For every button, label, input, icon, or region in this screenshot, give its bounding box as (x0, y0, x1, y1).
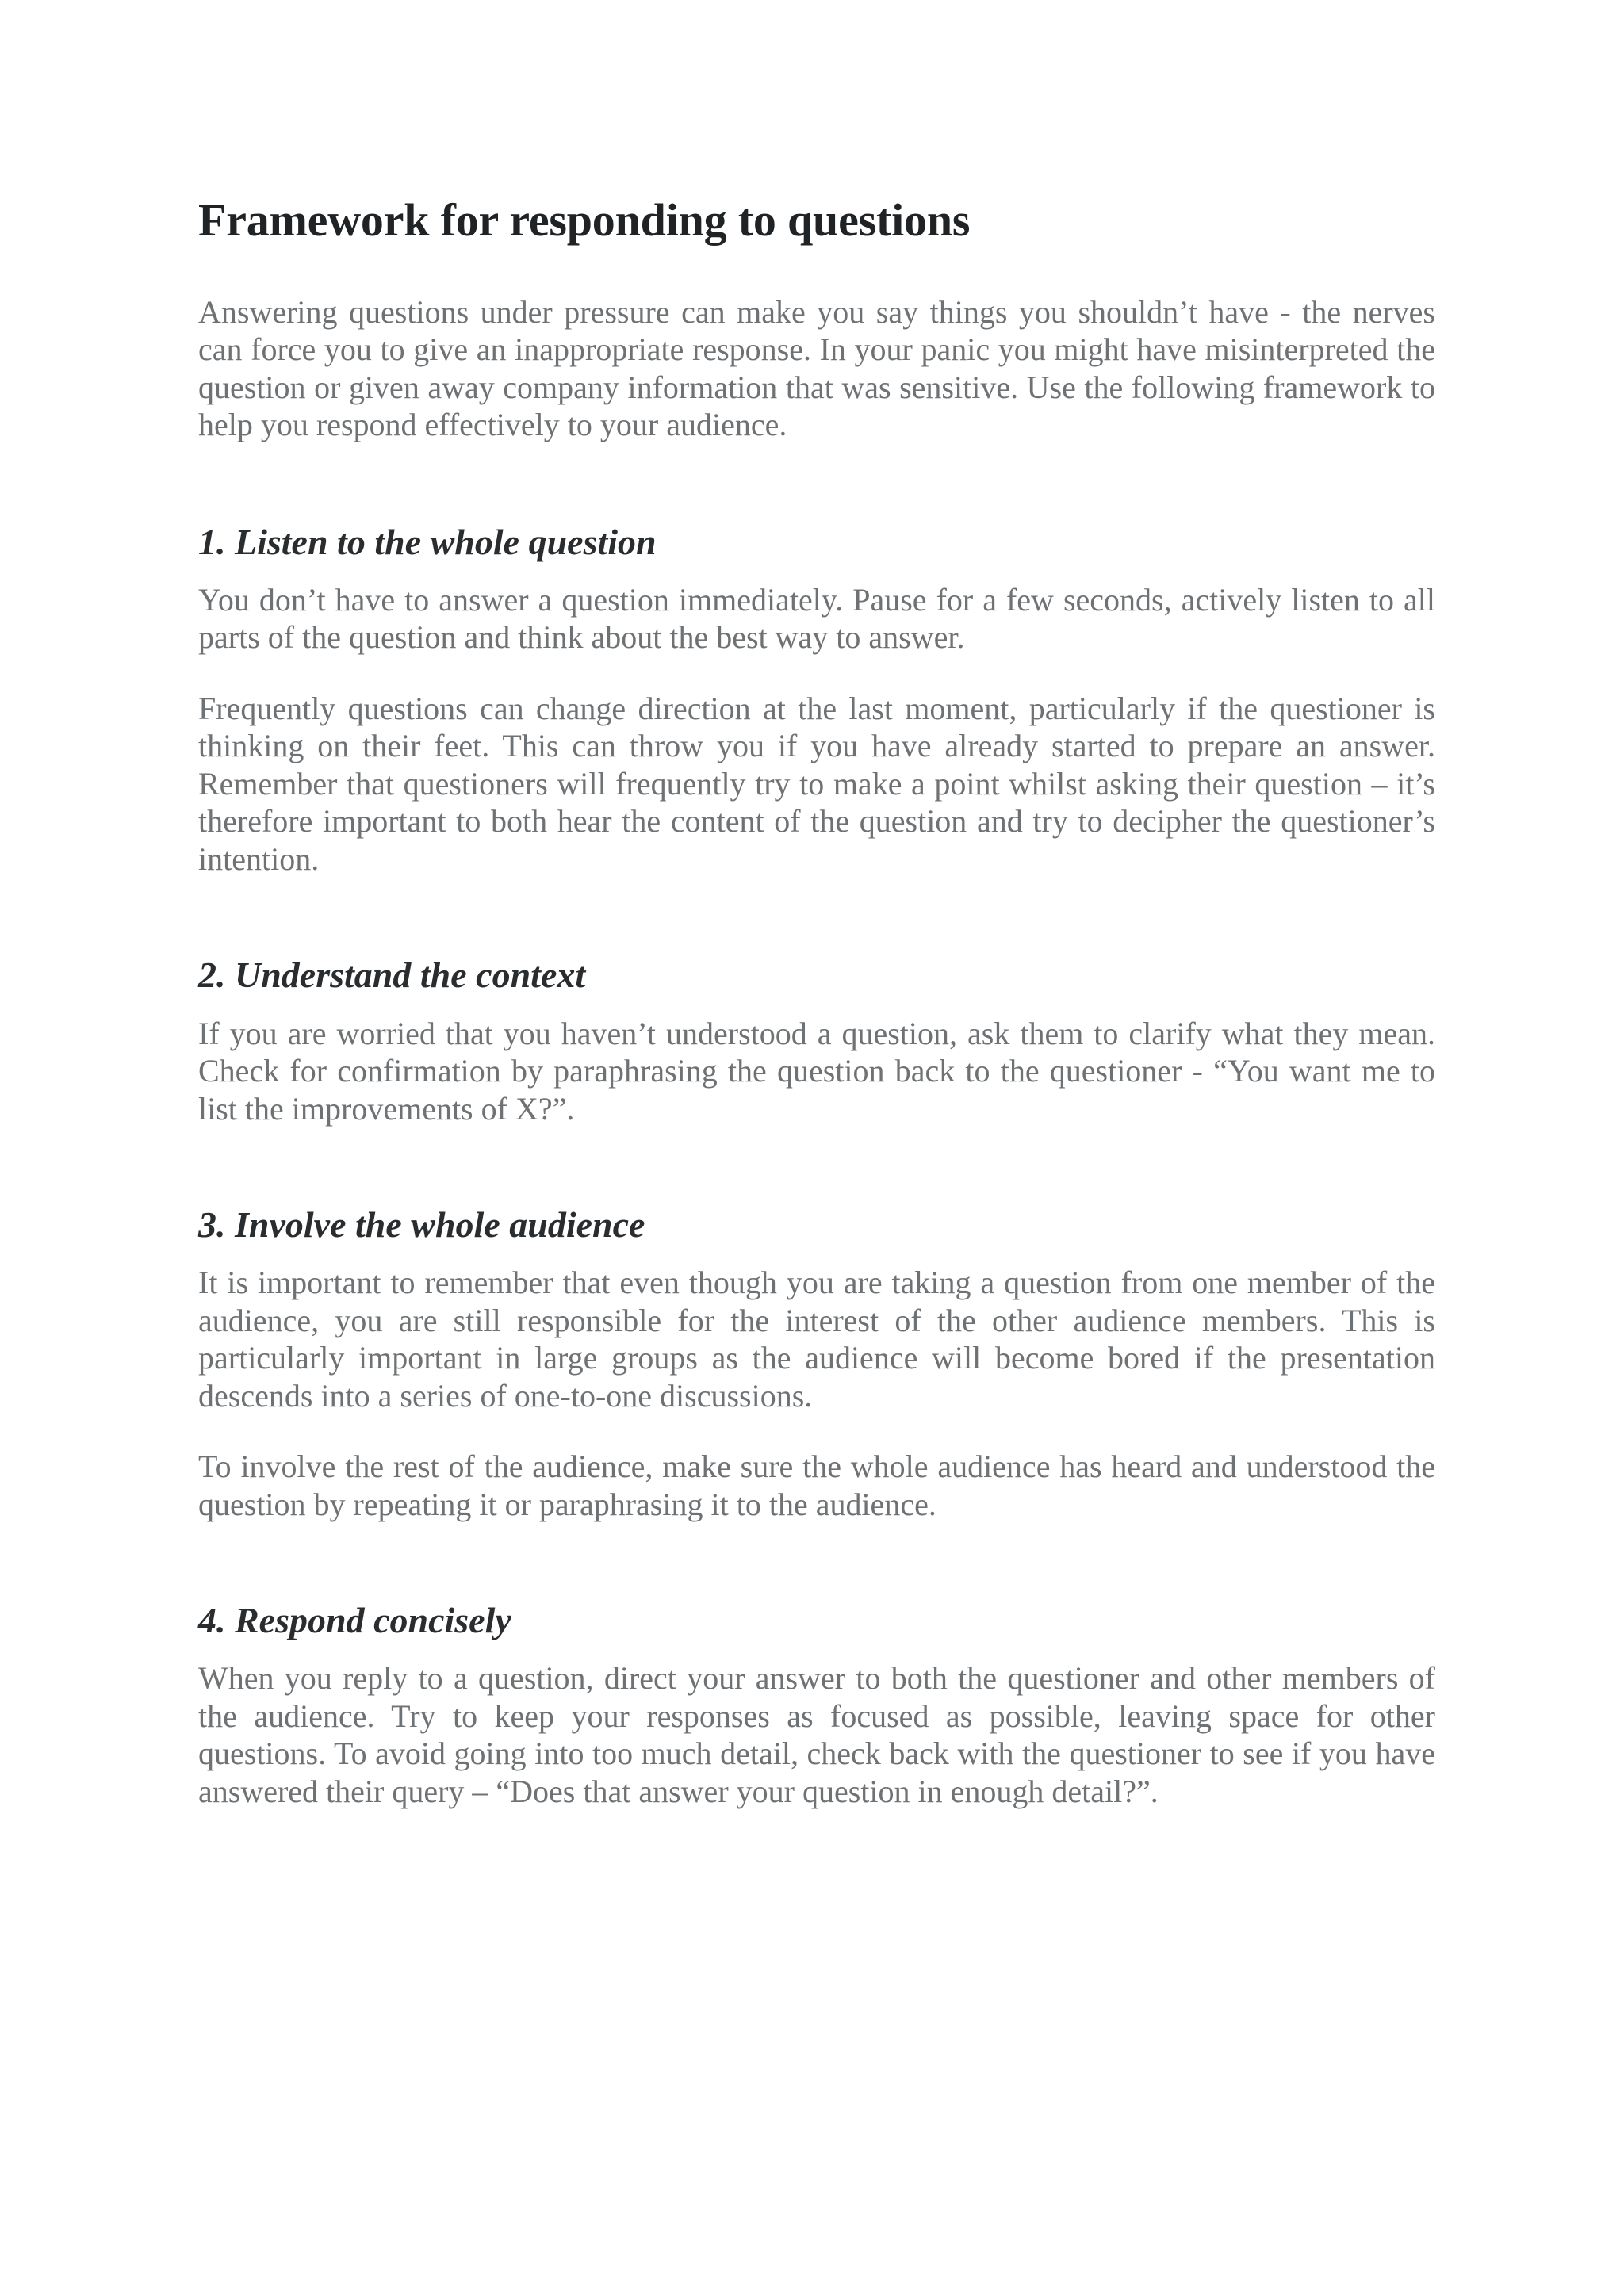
section-context (198, 953, 1435, 1127)
document-page (198, 194, 1435, 1843)
section-paragraph: It is important to remember that even though you are taking a question from one member of the audience, you are still responsible for the interest of the other audience members. This is particularly important in large groups as the audience will become bored if the presentation descends into a series of one-to-one discussions. (198, 1265, 1435, 1414)
section-heading: 2. Understand the context (198, 955, 586, 996)
section-respond (198, 1598, 1435, 1810)
section-paragraph: When you reply to a question, direct your answer to both the questioner and other members of the audience. Try to keep your responses as focused as possible, leaving space for other questions. To avoid going into too much detail, check back with the questioner to see if you have answered their query – “Does that answer your question in enough detail?”. (198, 1660, 1435, 1809)
document-title: Framework for responding to questions (198, 194, 971, 246)
section-paragraph: You don’t have to answer a question immediately. Pause for a few seconds, actively listen to all parts of the question and think about the best way to answer. (198, 581, 1435, 656)
section-paragraph: To involve the rest of the audience, make sure the whole audience has heard and understood the question by repeating it or paraphrasing it to the audience. (198, 1448, 1435, 1522)
section-heading: 3. Involve the whole audience (198, 1204, 645, 1246)
intro-paragraph: Answering questions under pressure can make you say things you shouldn’t have - the nerves can force you to give an inappropriate response. In your panic you might have misinterpreted the question or given away company information that was sensitive. Use the following framework to help you respond effectively to your audience. (198, 293, 1435, 443)
section-heading: 1. Listen to the whole question (198, 521, 657, 562)
section-heading: 4. Respond concisely (198, 1600, 511, 1641)
section-involve (198, 1203, 1435, 1523)
section-paragraph: Frequently questions can change direction at the last moment, particularly if the questioner is thinking on their feet. This can throw you if you have already started to prepare an answer. Remember that questioners will frequently try to make a point whilst asking their question – it’s therefore important to both hear the content of the question and try to decipher the questioner’s intention. (198, 690, 1435, 877)
section-paragraph: If you are worried that you haven’t understood a question, ask them to clarify what they mean. Check for confirmation by paraphrasing the question back to the questioner - “You want me to list the improvements of X?”. (198, 1015, 1435, 1127)
section-listen (198, 520, 1435, 878)
